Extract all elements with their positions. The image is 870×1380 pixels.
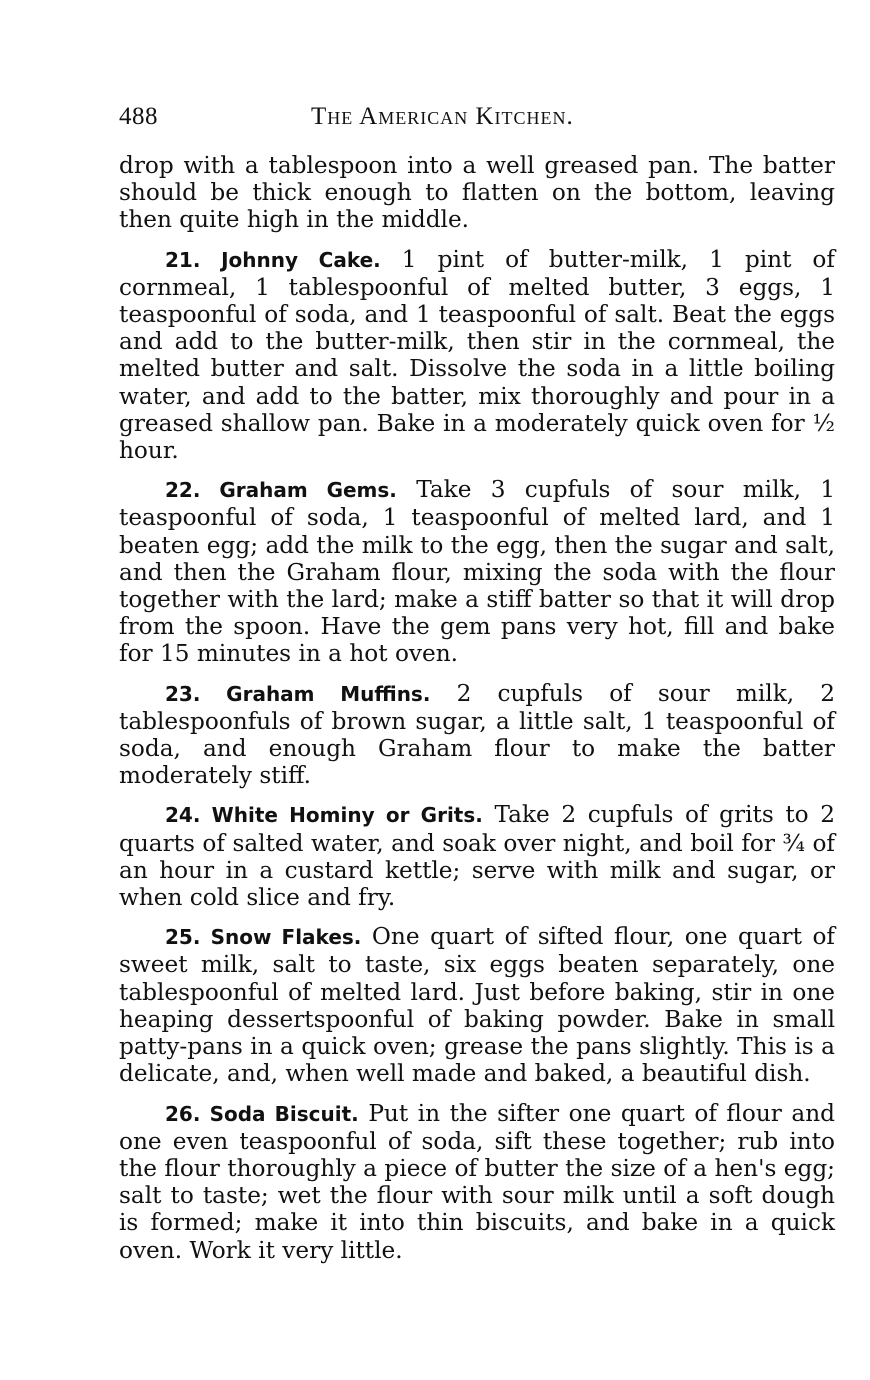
book-title: The American Kitchen.: [311, 103, 574, 130]
recipe-25: [119, 923, 835, 1087]
recipe-text: 1 pint of butter-milk, 1 pint of cornmeal, 1 tablespoonful of melted butter, 3 eggs, 1 teaspoonful of soda, and 1 teaspoonful of salt. Beat the eggs and add to the butter-milk, then stir in the cornmeal, the melted butter and salt. Dissolve the soda in a little boiling water, and add to the batter, mix thoroughly and pour in a greased shallow pan. Bake in a moderately quick oven for ½ hour.: [119, 245, 835, 465]
recipe-heading: [165, 925, 361, 949]
book-page: [119, 103, 835, 1264]
recipe-title: Soda Biscuit.: [209, 1101, 359, 1126]
recipe-text: Take 3 cupfuls of sour milk, 1 teaspoonful of soda, 1 teaspoonful of melted lard, and 1 beaten egg; add the milk to the egg, then the sugar and salt, and then the Graham flour, mixing the soda with the flour together with the lard; make a stiff batter so that it will drop from the spoon. Have the gem pans very hot, fill and bake for 15 minutes in a hot oven.: [119, 476, 835, 668]
recipe-text: 2 cupfuls of sour milk, 2 tablespoonfuls of brown sugar, a little salt, 1 teaspoonful of soda, and enough Graham flour to make the batter moderately stiff.: [119, 679, 835, 790]
recipe-text: Put in the sifter one quart of flour and one even teaspoonful of soda, sift these together; rub into the flour thoroughly a piece of butter the size of a hen's egg; salt to taste; wet the flour with sour milk until a soft dough is formed; make it into thin biscuits, and bake in a quick oven. Work it very little.: [119, 1099, 836, 1264]
recipe-number: 23.: [165, 681, 201, 706]
recipe-title: Graham Gems.: [219, 478, 397, 503]
recipe-number: 24.: [165, 803, 201, 828]
recipe-title: Graham Muffins.: [226, 681, 431, 706]
recipe-title: Johnny Cake.: [221, 247, 381, 272]
continuation-paragraph: drop with a tablespoon into a well greased pan. The batter should be thick enough to flatten on the bottom, leaving then quite high in the middle.: [119, 152, 835, 234]
recipe-22: [119, 476, 835, 667]
recipe-text: Take 2 cupfuls of grits to 2 quarts of salted water, and soak over night, and boil for ¾ of an hour in a custard kettle; serve with milk and sugar, or when cold slice and fry.: [119, 801, 836, 912]
recipe-number: 22.: [165, 478, 201, 503]
recipe-title: Snow Flakes.: [210, 925, 362, 950]
recipe-heading: [165, 1102, 359, 1126]
recipe-24: [119, 801, 835, 911]
recipe-heading: [165, 478, 397, 502]
recipe-26: [119, 1100, 835, 1264]
recipe-number: 21.: [165, 247, 201, 272]
recipe-number: 26.: [165, 1101, 201, 1126]
recipe-23: [119, 680, 835, 790]
recipe-heading: [165, 248, 381, 272]
recipe-number: 25.: [165, 925, 201, 950]
recipe-heading: [165, 682, 430, 706]
recipe-text: One quart of sifted flour, one quart of sweet milk, salt to taste, six eggs beaten separately, one tablespoonful of melted lard. Just before baking, stir in one heaping dessertspoonful of baking powder. Bake in small patty-pans in a quick oven; grease the pans slightly. This is a delicate, and, when well made and baked, a beautiful dish.: [119, 923, 836, 1088]
recipe-heading: [165, 803, 483, 827]
recipe-title: White Hominy or Grits.: [211, 803, 483, 828]
recipe-21: [119, 246, 835, 465]
running-head: [119, 103, 835, 143]
page-number: 488: [119, 103, 158, 130]
